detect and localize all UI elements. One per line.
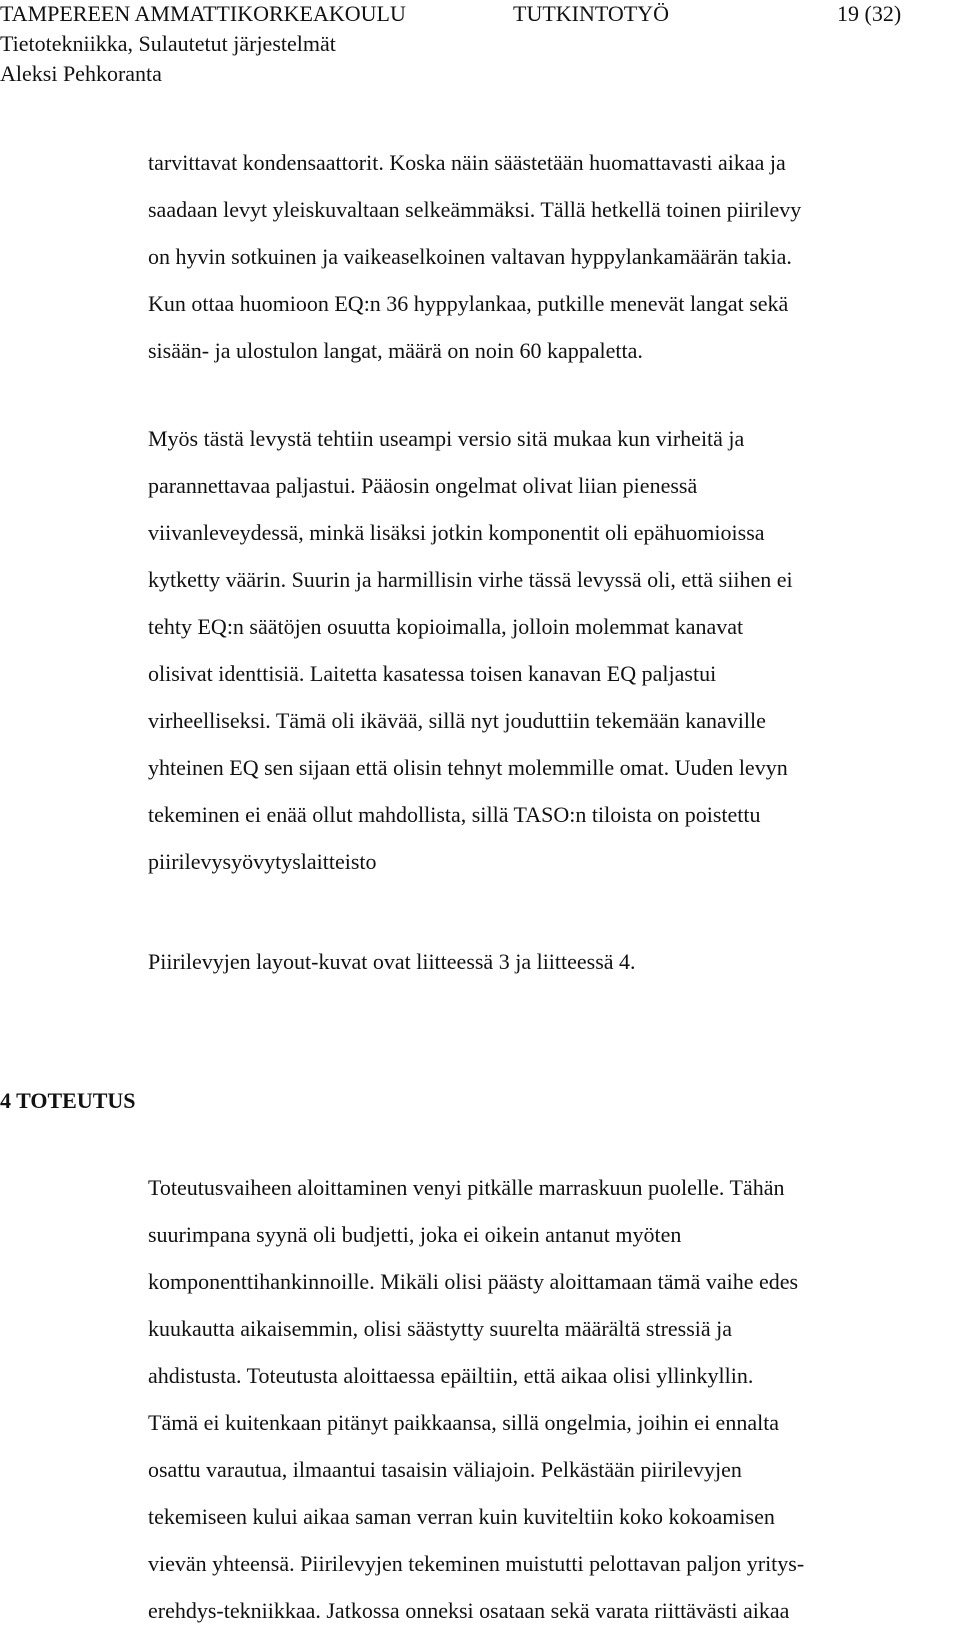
paragraph-2 — [148, 424, 938, 894]
paragraph-3 — [148, 947, 938, 994]
text-line: piirilevysyövytyslaitteisto — [148, 849, 377, 874]
text-line: osattu varautua, ilmaantui tasaisin väliajoin. Pelkästään piirilevyjen — [148, 1457, 742, 1482]
text-line: Toteutusvaiheen aloittaminen venyi pitkälle marraskuun puolelle. Tähän — [148, 1175, 785, 1200]
paragraph-1 — [148, 148, 938, 383]
text-line: virheelliseksi. Tämä oli ikävää, sillä nyt jouduttiin tekemään kanaville — [148, 708, 766, 733]
text-line: tehty EQ:n säätöjen osuutta kopioimalla, jolloin molemmat kanavat — [148, 614, 744, 639]
header-page-number: 19 (32) — [837, 1, 902, 26]
text-line: komponenttihankinnoille. Mikäli olisi päästy aloittamaan tämä vaihe edes — [148, 1269, 799, 1294]
header-department: Tietotekniikka, Sulautetut järjestelmät — [0, 31, 336, 56]
text-line: tarvittavat kondensaattorit. Koska näin säästetään huomattavasti aikaa ja — [148, 150, 786, 175]
text-line: vievän yhteensä. Piirilevyjen tekeminen muistutti pelottavan paljon yritys- — [148, 1551, 805, 1576]
text-line: tekemiseen kului aikaa saman verran kuin kuviteltiin koko kokoamisen — [148, 1504, 775, 1529]
text-line: sisään- ja ulostulon langat, määrä on noin 60 kappaletta. — [148, 338, 643, 363]
section-heading: 4 TOTEUTUS — [0, 1088, 136, 1113]
text-line: ahdistusta. Toteutusta aloittaessa epäiltiin, että aikaa olisi yllinkyllin. — [148, 1363, 754, 1388]
text-line: Kun ottaa huomioon EQ:n 36 hyppylankaa, putkille menevät langat sekä — [148, 291, 789, 316]
text-line: Tämä ei kuitenkaan pitänyt paikkaansa, sillä ongelmia, joihin ei ennalta — [148, 1410, 780, 1435]
text-line: Myös tästä levystä tehtiin useampi versio sitä mukaa kun virheitä ja — [148, 426, 745, 451]
header-institution: TAMPEREEN AMMATTIKORKEAKOULU — [0, 1, 406, 26]
paragraph-4 — [148, 1173, 938, 1643]
text-line: yhteinen EQ sen sijaan että olisin tehnyt molemmille omat. Uuden levyn — [148, 755, 788, 780]
text-line: erehdys-tekniikkaa. Jatkossa onneksi osataan sekä varata riittävästi aikaa — [148, 1598, 790, 1623]
text-line: kuukautta aikaisemmin, olisi säästytty suurelta määrältä stressiä ja — [148, 1316, 733, 1341]
text-line: parannettavaa paljastui. Pääosin ongelmat olivat liian pienessä — [148, 473, 698, 498]
text-line: on hyvin sotkuinen ja vaikeaselkoinen valtavan hyppylankamäärän takia. — [148, 244, 792, 269]
header-author: Aleksi Pehkoranta — [0, 61, 162, 86]
header-doc-type: TUTKINTOTYÖ — [513, 1, 670, 26]
text-line: Piirilevyjen layout-kuvat ovat liitteessä 3 ja liitteessä 4. — [148, 949, 636, 974]
text-line: tekeminen ei enää ollut mahdollista, sillä TASO:n tiloista on poistettu — [148, 802, 761, 827]
text-line: viivanleveydessä, minkä lisäksi jotkin komponentit oli epähuomioissa — [148, 520, 765, 545]
text-line: suurimpana syynä oli budjetti, joka ei oikein antanut myöten — [148, 1222, 682, 1247]
text-line: olisivat identtisiä. Laitetta kasatessa toisen kanavan EQ paljastui — [148, 661, 717, 686]
text-line: saadaan levyt yleiskuvaltaan selkeämmäksi. Tällä hetkellä toinen piirilevy — [148, 197, 802, 222]
text-line: kytketty väärin. Suurin ja harmillisin virhe tässä levyssä oli, että siihen ei — [148, 567, 793, 592]
